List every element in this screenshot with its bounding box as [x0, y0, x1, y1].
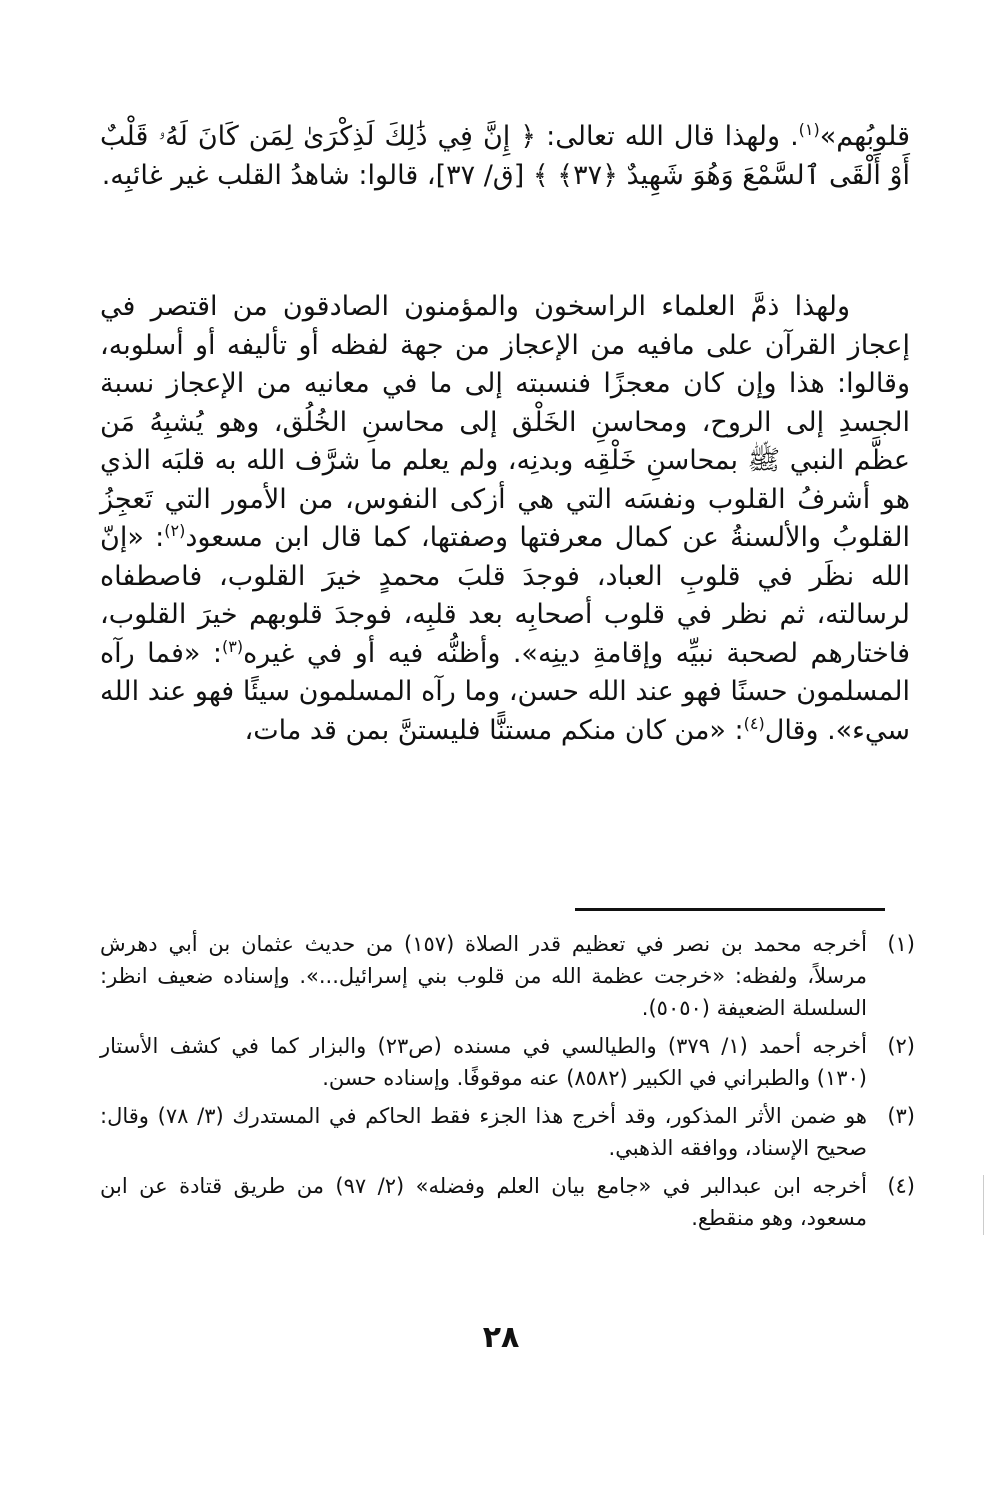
footnote-number: (٣) [887, 1104, 915, 1128]
main-text-part-2: : «إنّ الله نظَر في قلوبِ العباد، فوجدَ قلبَ محمدٍ خيرَ القلوب، فاصطفاه لرسالته، ثم نظر في قلوب أصحابِه بعد قلبِه، فوجدَ قلوبهم خيرَ القلوب، فاختارهم لصحبة نبيِّه وإقامةِ دينِه». وأظنُّه فيه أو في غيره [100, 522, 910, 669]
footnote-text: أخرجه أحمد (١/ ٣٧٩) والطيالسي في مسنده (ص٢٣) والبزار كما في كشف الأستار (١٣٠) والطبراني في الكبير (٨٥٨٢) عنه موقوفًا. وإسناده حسن. [100, 1034, 867, 1090]
main-paragraph [100, 288, 910, 750]
footnote-item [100, 1030, 915, 1094]
intro-paragraph [100, 118, 910, 195]
footnote-item [100, 928, 915, 1024]
footnote-ref-1: (١) [798, 120, 820, 139]
footnote-item [100, 1170, 915, 1234]
footnote-text: أخرجه محمد بن نصر في تعظيم قدر الصلاة (١٥٧) من حديث عثمان بن أبي دهرش مرسلاً، ولفظه: «خرجت عظمة الله من قلوب بني إسرائيل...». وإسناده ضعيف انظر: السلسلة الضعيفة (٥٠٥٠). [100, 932, 868, 1020]
footnote-number: (٢) [887, 1034, 915, 1058]
footnote-ref-2: (٢) [164, 521, 186, 540]
footnote-text: أخرجه ابن عبدالبر في «جامع بيان العلم وفضله» (٢/ ٩٧) من طريق قتادة عن ابن مسعود، وهو منقطع. [100, 1174, 867, 1230]
footnote-ref-4: (٤) [743, 713, 765, 733]
scan-margin-line [983, 1175, 984, 1235]
main-text-part-4: : «من كان منكم مستنًّا فليستنَّ بمن قد مات، [244, 714, 744, 746]
footnote-item [100, 1100, 915, 1164]
footnote-divider [575, 908, 885, 911]
footnote-number: (١) [887, 932, 915, 956]
intro-text: قلوبُهم» [819, 121, 910, 152]
footnote-text: هو ضمن الأثر المذكور، وقد أخرج هذا الجزء فقط الحاكم في المستدرك (٣/ ٧٨) وقال: صحيح الإسناد، ووافقه الذهبي. [100, 1104, 868, 1160]
footnote-number: (٤) [887, 1174, 915, 1198]
page-number: ٢٨ [482, 1320, 520, 1355]
main-text-part-1: ولهذا ذمَّ العلماء الراسخون والمؤمنون الصادقون من اقتصر في إعجاز القرآن على مافيه من الإعجاز من جهة لفظه أو تأليفه أو أسلوبه، وقالوا: هذا وإن كان معجزًا فنسبته إلى ما في معانيه من الإعجاز نسبة الجسدِ إلى الروح، ومحاسنِ الخَلْق إلى محاسنِ الخُلُق، وهو يُشبِهُ مَن عظَّم النبي ﷺ بمحاسنِ خَلْقِه وبدنِه، ولم يعلم ما شرَّف الله به قلبَه الذي هو أشرفُ القلوب ونفسَه التي هي أزكى النفوس، من الأمور التي تَعجِزُ القلوبُ والألسنةُ عن كمال معرفتها وصفتها، كما قال ابن مسعود [100, 291, 911, 553]
footnotes-section [100, 928, 915, 1240]
footnote-ref-3: (٣) [221, 636, 244, 656]
intro-text-after: . ولهذا قال الله تعالى: ﴿ إِنَّ فِي ذَٰلِكَ لَذِكْرَىٰ لِمَن كَانَ لَهُۥ قَلْبٌ أَوْ أَلْقَى ٱلسَّمْعَ وَهُوَ شَهِيدٌ ﴿٣٧﴾ ﴾ [ق/ ٣٧]، قالوا: شاهدُ القلب غير غائبِه. [100, 121, 910, 191]
main-text-part-3: : «فما رآه المسلمون حسنًا فهو عند الله حسن، وما رآه المسلمون سيئًا فهو عند الله سيء». وقال [100, 637, 910, 746]
